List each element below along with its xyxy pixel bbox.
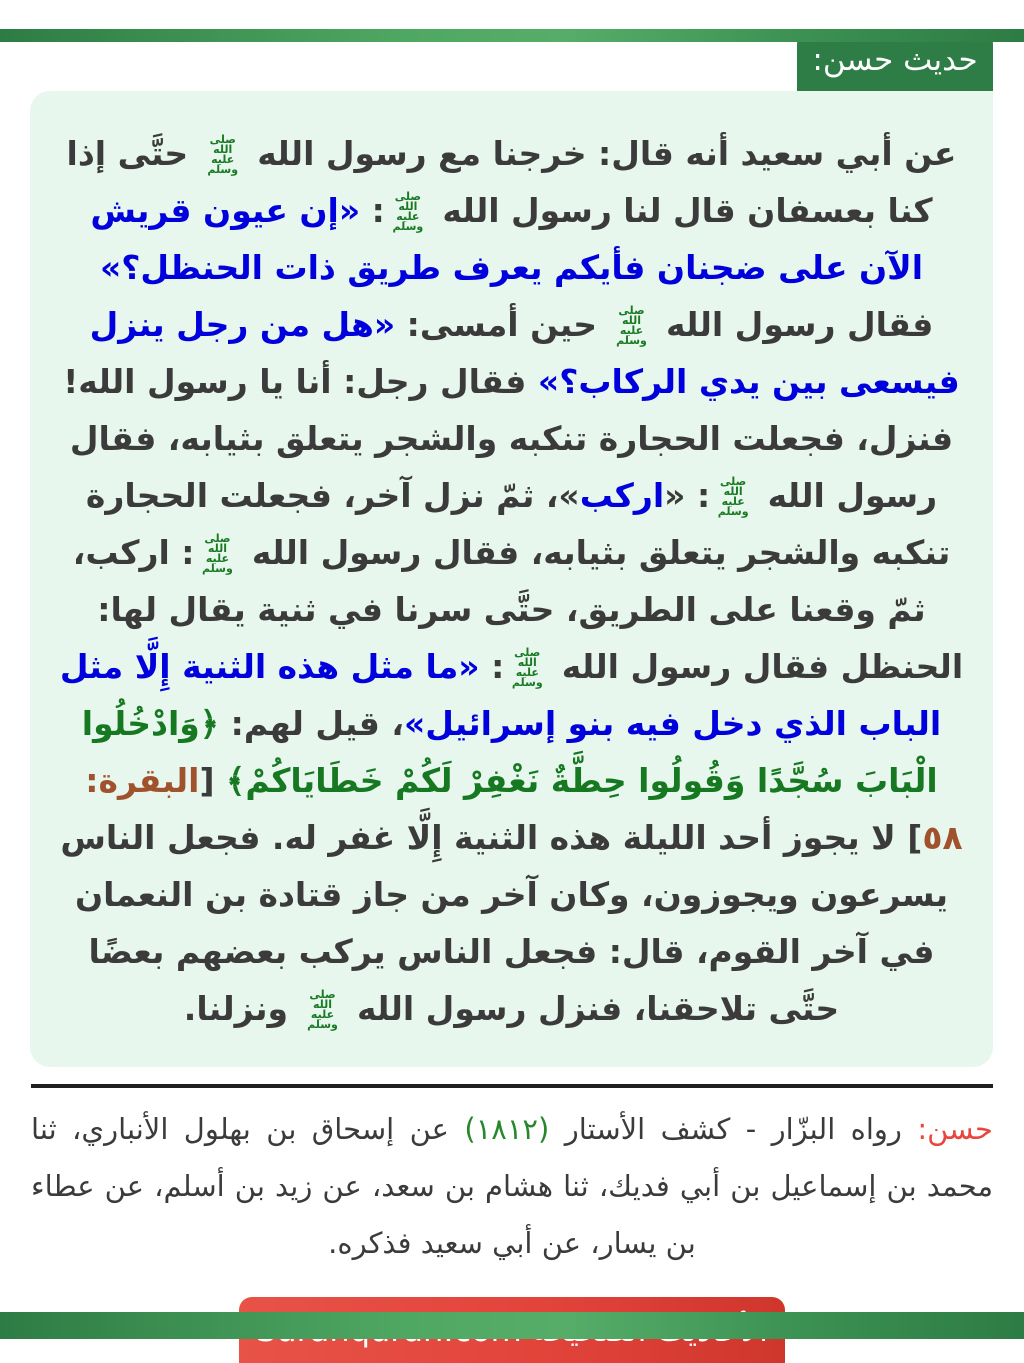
- text-segment: :: [479, 647, 505, 686]
- text-segment: »، ثمّ نزل آخر، فجعلت الحجارة تنكبه والشجر يتعلق بثيابه، فقال رسول الله: [85, 476, 951, 572]
- text-segment: حتَّى إذا كنا بعسفان قال لنا رسول الله: [66, 134, 933, 230]
- text-segment: ﴿وَادْخُلُوا الْبَابَ سُجَّدًا وَقُولُوا حِطَّةٌ نَغْفِرْ لَكُمْ خَطَايَاكُمْ﴾: [81, 704, 938, 800]
- text-segment: «هل من رجل ينزل فيسعى بين يدي الركاب؟»: [89, 305, 960, 401]
- text-segment: فقال رجل: أنا يا رسول الله! فنزل، فجعلت الحجارة تنكبه والشجر يتعلق بثيابه، فقال رسول الله: [63, 362, 954, 515]
- text-segment: : «: [664, 476, 711, 515]
- sallallahu-alayhi-wasallam-mark: صلى الله عليه وسلم: [616, 304, 647, 347]
- text-segment: (١٨١٢): [464, 1112, 550, 1146]
- hadith-card: [0, 29, 1024, 1339]
- text-segment: :: [360, 191, 385, 230]
- text-segment: عن أبي سعيد أنه قال: خرجنا مع رسول الله: [245, 134, 957, 173]
- sallallahu-alayhi-wasallam-mark: صلى الله عليه وسلم: [207, 133, 239, 176]
- text-segment: حسن:: [917, 1112, 993, 1146]
- hadith-text-box: [30, 91, 993, 1067]
- hadith-text: [56, 125, 967, 1037]
- text-segment: فقال رسول الله: [654, 305, 934, 344]
- sallallahu-alayhi-wasallam-mark: صلى الله عليه وسلم: [511, 646, 543, 689]
- text-segment: ، قيل لهم:: [219, 704, 404, 743]
- text-segment: البقرة: ٥٨: [85, 761, 963, 857]
- sallallahu-alayhi-wasallam-mark: صلى الله عليه وسلم: [307, 988, 338, 1031]
- takhrij-text: [31, 1101, 993, 1272]
- text-segment: اركب: [579, 476, 665, 515]
- text-segment: ] لا يجوز أحد الليلة هذه الثنية إِلَّا غفر له. فجعل الناس يسرعون ويجوزون، وكان آخر من جاز قتادة بن النعمان في آخر القوم، قال: فجعل الناس يركب بعضهم بعضًا حتَّى تلاحقنا، فنزل رسول الله: [60, 818, 949, 1028]
- text-segment: ونزلنا.: [183, 989, 300, 1028]
- sallallahu-alayhi-wasallam-mark: صلى الله عليه وسلم: [202, 532, 233, 575]
- divider-line: [31, 1084, 993, 1088]
- text-segment: [: [199, 761, 227, 800]
- sallallahu-alayhi-wasallam-mark: صلى الله عليه وسلم: [392, 190, 424, 233]
- text-segment: «إن عيون قريش الآن على ضجنان فأيكم يعرف طريق ذات الحنظل؟»: [90, 191, 924, 287]
- hadith-grade-label: حديث حسن:: [812, 42, 978, 78]
- text-segment: حين أمسى:: [395, 305, 609, 344]
- text-segment: رواه البزّار - كشف الأستار: [549, 1112, 918, 1146]
- sallallahu-alayhi-wasallam-mark: صلى الله عليه وسلم: [717, 475, 749, 518]
- top-border-bar: [0, 29, 1024, 42]
- text-segment: «ما مثل هذه الثنية إِلَّا مثل الباب الذي دخل فيه بنو إسرائيل»: [59, 647, 942, 743]
- text-segment: : اركب، ثمّ وقعنا على الطريق، حتَّى سرنا في ثنية يقال لها: الحنظل فقال رسول الله: [72, 533, 964, 686]
- bottom-border-bar: [0, 1312, 1024, 1339]
- text-segment: عن إسحاق بن بهلول الأنباري، ثنا محمد بن إسماعيل بن أبي فديك، ثنا هشام بن سعد، عن زيد بن أسلم، عن عطاء بن يسار، عن أبي سعيد فذكره.: [31, 1112, 993, 1260]
